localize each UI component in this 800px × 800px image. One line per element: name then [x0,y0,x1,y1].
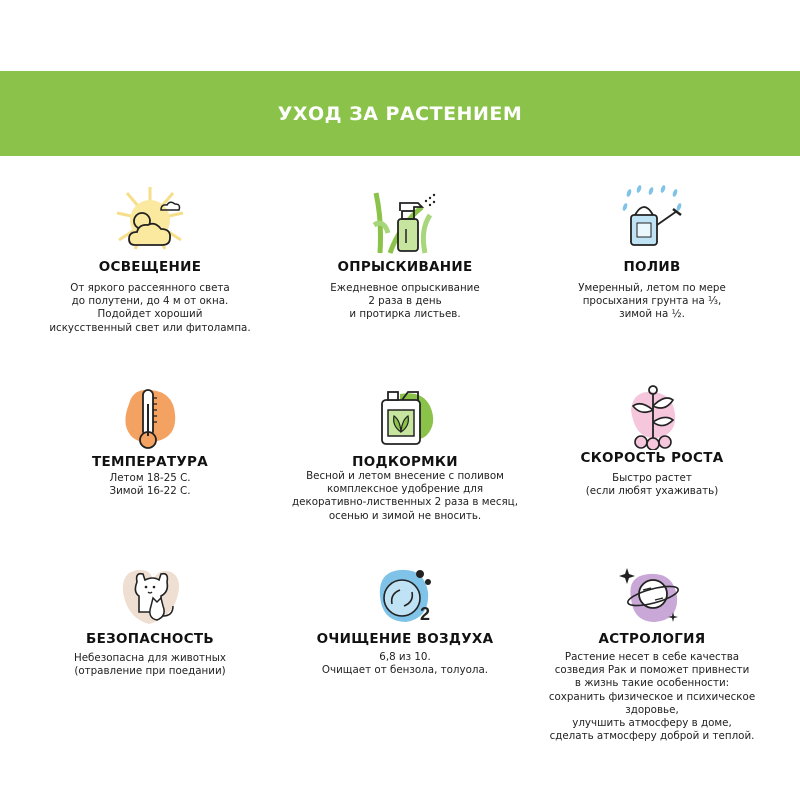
card-title: СКОРОСТЬ РОСТА [580,450,724,466]
card-title: АСТРОЛОГИЯ [598,631,706,647]
pets-icon [115,562,185,632]
sun-cloud-icon [115,185,185,255]
card-text: Летом 18-25 С. Зимой 16-22 С. [109,472,191,498]
card-text: От яркого рассеянного света до полутени, до 4 м от окна. Подойдет хороший искусственный свет или фитолампа. [49,282,251,334]
card-text: Растение несет в себе качества созведия Рак и поможет привнести в жизнь такие особенности: сохранить физическое и психическое здоровье, улучшить атмосферу в доме, сделать атмосферу доброй и теплой. [548,651,756,743]
card-text: Небезопасна для животных (отравление при поедании) [73,652,226,678]
card-title: ПОДКОРМКИ [352,454,458,470]
svg-text:2: 2 [420,604,431,624]
header-banner [0,71,800,156]
card-title: ОЧИЩЕНИЕ ВОЗДУХА [316,631,494,647]
fertilizer-canister-icon [370,386,440,456]
card-title: ОСВЕЩЕНИЕ [98,259,202,275]
card-text: Весной и летом внесение с поливом комплексное удобрение для декоративно-лиственных 2 раза в месяц, осенью и зимой не вносить. [292,470,518,522]
card-text: Ежедневное опрыскивание 2 раза в день и протирка листьев. [330,282,480,321]
card-title: ПОЛИВ [623,259,681,275]
card-text: Умеренный, летом по мере просыхания грунта на ⅓, зимой на ½. [578,282,726,321]
spray-bottle-icon [370,185,440,255]
card-title: ТЕМПЕРАТУРА [92,454,208,470]
card-title: ОПРЫСКИВАНИЕ [337,259,473,275]
watering-can-icon [617,185,687,255]
card-text: 6,8 из 10. Очищает от бензола, толуола. [321,651,489,677]
air-o2-icon [370,562,440,632]
card-title: БЕЗОПАСНОСТЬ [85,631,214,647]
sprout-icon [617,380,687,450]
page-title: УХОД ЗА РАСТЕНИЕМ [277,102,523,125]
planet-icon [617,562,687,632]
thermometer-icon [115,384,185,454]
card-text: Быстро растет (если любят ухаживать) [585,472,719,498]
